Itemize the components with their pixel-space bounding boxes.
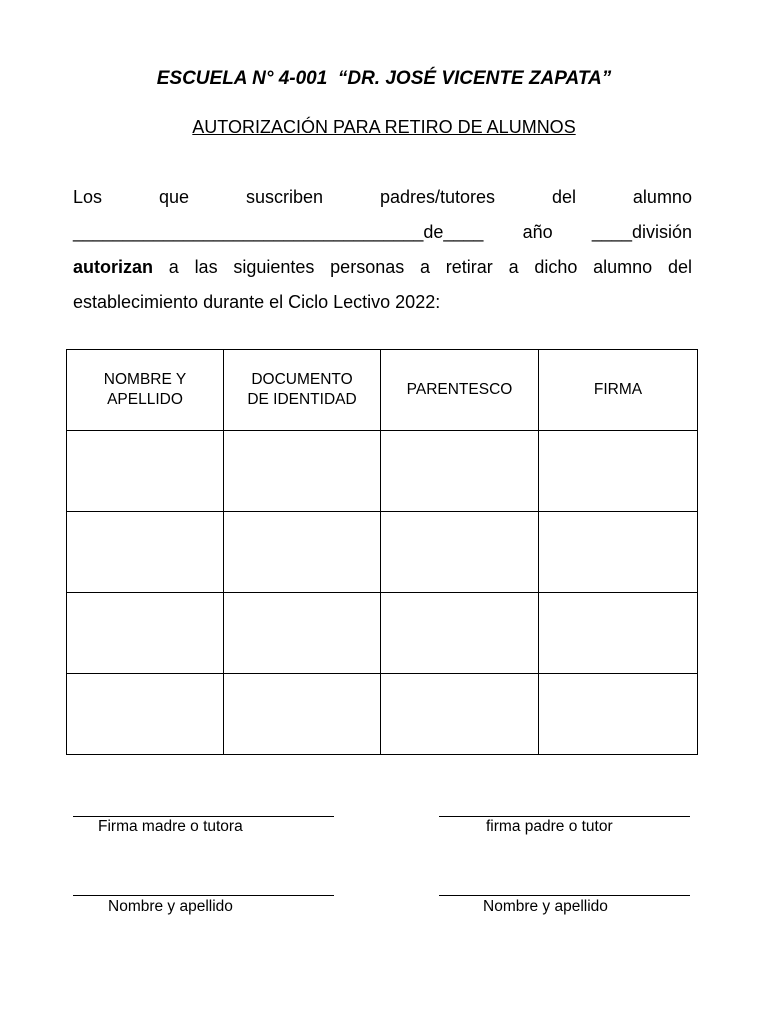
signature-line-father	[439, 816, 690, 817]
table-cell	[539, 593, 698, 674]
school-title: ESCUELA N° 4-001 “DR. JOSÉ VICENTE ZAPATA”	[156, 68, 612, 89]
name-line-right	[439, 895, 690, 896]
table-cell	[67, 512, 224, 593]
word: que	[158, 187, 190, 207]
table-cell	[539, 512, 698, 593]
column-header-document: DOCUMENTO DE IDENTIDAD	[224, 350, 381, 431]
word: a	[168, 257, 179, 277]
paragraph-line-2	[73, 222, 692, 243]
name-line-left	[73, 895, 334, 896]
column-header-relationship: PARENTESCO	[381, 350, 539, 431]
name-label-left: Nombre y apellido	[108, 898, 233, 915]
word: alumno	[593, 257, 653, 277]
table-row	[67, 593, 698, 674]
table-header-row	[67, 350, 698, 431]
word: siguientes	[233, 257, 315, 277]
paragraph-line-4: establecimiento durante el Ciclo Lectivo 2022:	[73, 292, 441, 312]
word: las	[194, 257, 218, 277]
word: del	[667, 257, 692, 277]
paragraph-line-3	[73, 257, 692, 278]
word: suscriben	[245, 187, 323, 207]
word: retirar	[445, 257, 493, 277]
signature-label-mother: Firma madre o tutora	[98, 818, 243, 835]
document-subtitle: AUTORIZACIÓN PARA RETIRO DE ALUMNOS	[192, 117, 576, 137]
word: del	[551, 187, 576, 207]
authorized-persons-table	[66, 349, 698, 755]
paragraph-line-1	[73, 187, 692, 208]
table-cell	[381, 431, 539, 512]
table-row	[67, 674, 698, 755]
signature-label-father: firma padre o tutor	[486, 818, 613, 835]
column-header-name: NOMBRE Y APELLIDO	[67, 350, 224, 431]
table-cell	[381, 593, 539, 674]
table-cell	[67, 431, 224, 512]
table-cell	[224, 593, 381, 674]
signature-line-mother	[73, 816, 334, 817]
table-row	[67, 431, 698, 512]
name-label-right: Nombre y apellido	[483, 898, 608, 915]
table-cell	[224, 431, 381, 512]
word: Los	[73, 187, 103, 207]
student-name-blank: ___________________________________de____	[73, 222, 484, 242]
word: a	[420, 257, 431, 277]
table-cell	[67, 674, 224, 755]
table-row	[67, 512, 698, 593]
word: año	[522, 222, 553, 242]
word: padres/tutores	[379, 187, 496, 207]
word-autorizan: autorizan	[73, 257, 154, 277]
division-blank: ____división	[591, 222, 692, 242]
table-cell	[381, 512, 539, 593]
word: dicho	[534, 257, 578, 277]
table-cell	[67, 593, 224, 674]
table-cell	[539, 431, 698, 512]
table-cell	[381, 674, 539, 755]
word: alumno	[632, 187, 692, 207]
table-cell	[539, 674, 698, 755]
column-header-signature: FIRMA	[539, 350, 698, 431]
table-cell	[224, 674, 381, 755]
word: a	[508, 257, 519, 277]
table-cell	[224, 512, 381, 593]
word: personas	[330, 257, 405, 277]
